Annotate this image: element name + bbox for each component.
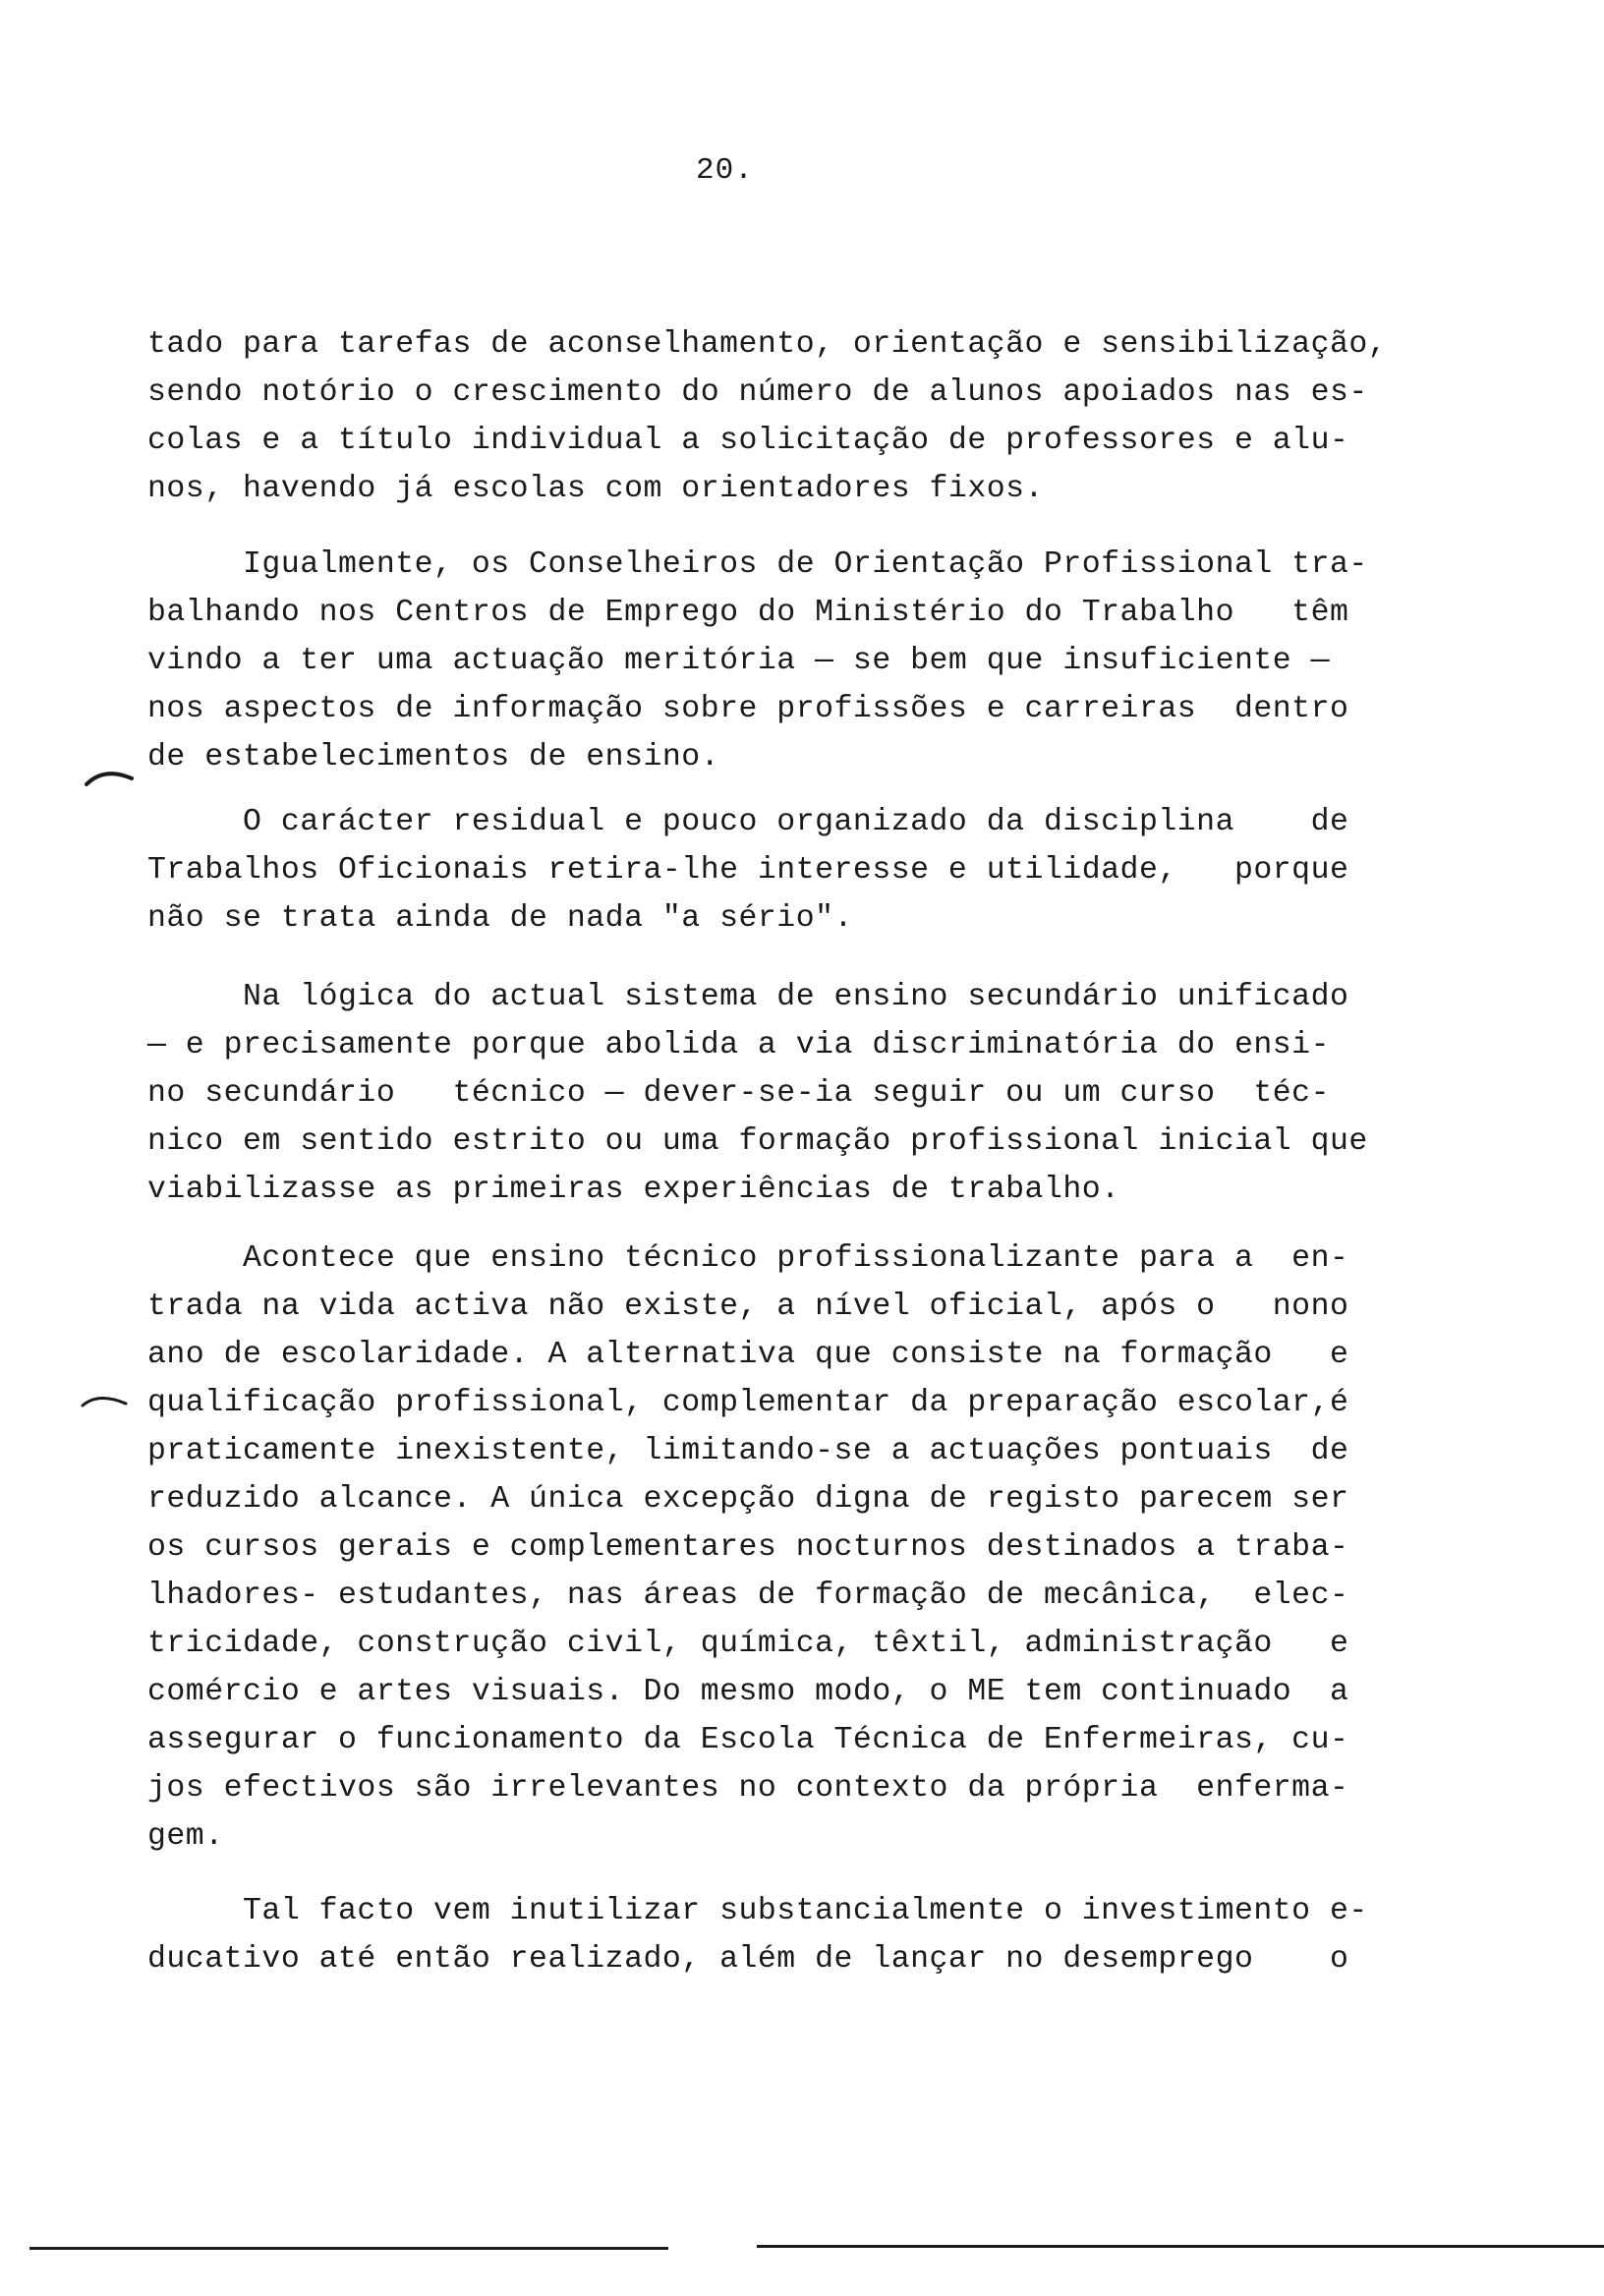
- text-line: Trabalhos Oficionais retira-lhe interesse e utilidade, porque: [147, 853, 1349, 888]
- text-line: lhadores- estudantes, nas áreas de formação de mecânica, elec-: [147, 1578, 1349, 1613]
- text-line: — e precisamente porque abolida a via discriminatória do ensi-: [147, 1028, 1330, 1062]
- text-line: jos efectivos são irrelevantes no contexto da própria enferma-: [147, 1771, 1349, 1806]
- text-line: ducativo até então realizado, além de lançar no desemprego o: [147, 1942, 1349, 1977]
- text-line: nos aspectos de informação sobre profissões e carreiras dentro: [147, 692, 1349, 726]
- paragraph-3: [147, 798, 1366, 943]
- text-line: Igualmente, os Conselheiros de Orientação Profissional tra-: [147, 547, 1368, 582]
- text-line: Na lógica do actual sistema de ensino secundário unificado: [147, 980, 1349, 1014]
- text-line: balhando nos Centros de Emprego do Ministério do Trabalho têm: [147, 596, 1349, 630]
- margin-mark-icon: [79, 1386, 138, 1415]
- text-line: ano de escolaridade. A alternativa que consiste na formação e: [147, 1338, 1349, 1372]
- text-line: tado para tarefas de aconselhamento, orientação e sensibilização,: [147, 327, 1388, 362]
- paragraph-4: [147, 973, 1366, 1214]
- footer-rule: [757, 2245, 1604, 2248]
- text-line: os cursos gerais e complementares nocturnos destinados a traba-: [147, 1530, 1349, 1565]
- text-line: reduzido alcance. A única excepção digna de registo parecem ser: [147, 1482, 1349, 1517]
- paragraph-2: [147, 541, 1366, 781]
- paragraph-5: [147, 1234, 1366, 1861]
- text-line: de estabelecimentos de ensino.: [147, 740, 720, 775]
- text-line: não se trata ainda de nada "a sério".: [147, 901, 853, 936]
- page-number: 20.: [696, 153, 754, 188]
- text-line: colas e a título individual a solicitação de professores e alu-: [147, 424, 1349, 458]
- text-line: nos, havendo já escolas com orientadores fixos.: [147, 472, 1044, 506]
- footer-rule: [29, 2247, 668, 2250]
- text-line: O carácter residual e pouco organizado da disciplina de: [147, 805, 1349, 839]
- paragraph-1: [147, 320, 1388, 513]
- text-line: vindo a ter uma actuação meritória — se bem que insuficiente —: [147, 644, 1330, 678]
- text-line: gem.: [147, 1819, 224, 1854]
- text-line: viabilizasse as primeiras experiências de trabalho.: [147, 1173, 1120, 1207]
- margin-mark-icon: [83, 763, 142, 792]
- text-line: trada na vida activa não existe, a nível oficial, após o nono: [147, 1290, 1349, 1324]
- text-line: Acontece que ensino técnico profissionalizante para a en-: [147, 1241, 1349, 1276]
- text-line: assegurar o funcionamento da Escola Técnica de Enfermeiras, cu-: [147, 1723, 1349, 1757]
- text-line: sendo notório o crescimento do número de alunos apoiados nas es-: [147, 375, 1368, 410]
- text-line: Tal facto vem inutilizar substancialmente o investimento e-: [147, 1894, 1368, 1928]
- text-line: praticamente inexistente, limitando-se a actuações pontuais de: [147, 1434, 1349, 1468]
- text-line: tricidade, construção civil, química, têxtil, administração e: [147, 1627, 1349, 1661]
- text-line: no secundário técnico — dever-se-ia seguir ou um curso téc-: [147, 1076, 1330, 1111]
- text-line: comércio e artes visuais. Do mesmo modo, o ME tem continuado a: [147, 1675, 1349, 1709]
- text-line: qualificação profissional, complementar da preparação escolar,é: [147, 1386, 1349, 1420]
- text-line: nico em sentido estrito ou uma formação profissional inicial que: [147, 1124, 1368, 1159]
- paragraph-6: [147, 1887, 1366, 1983]
